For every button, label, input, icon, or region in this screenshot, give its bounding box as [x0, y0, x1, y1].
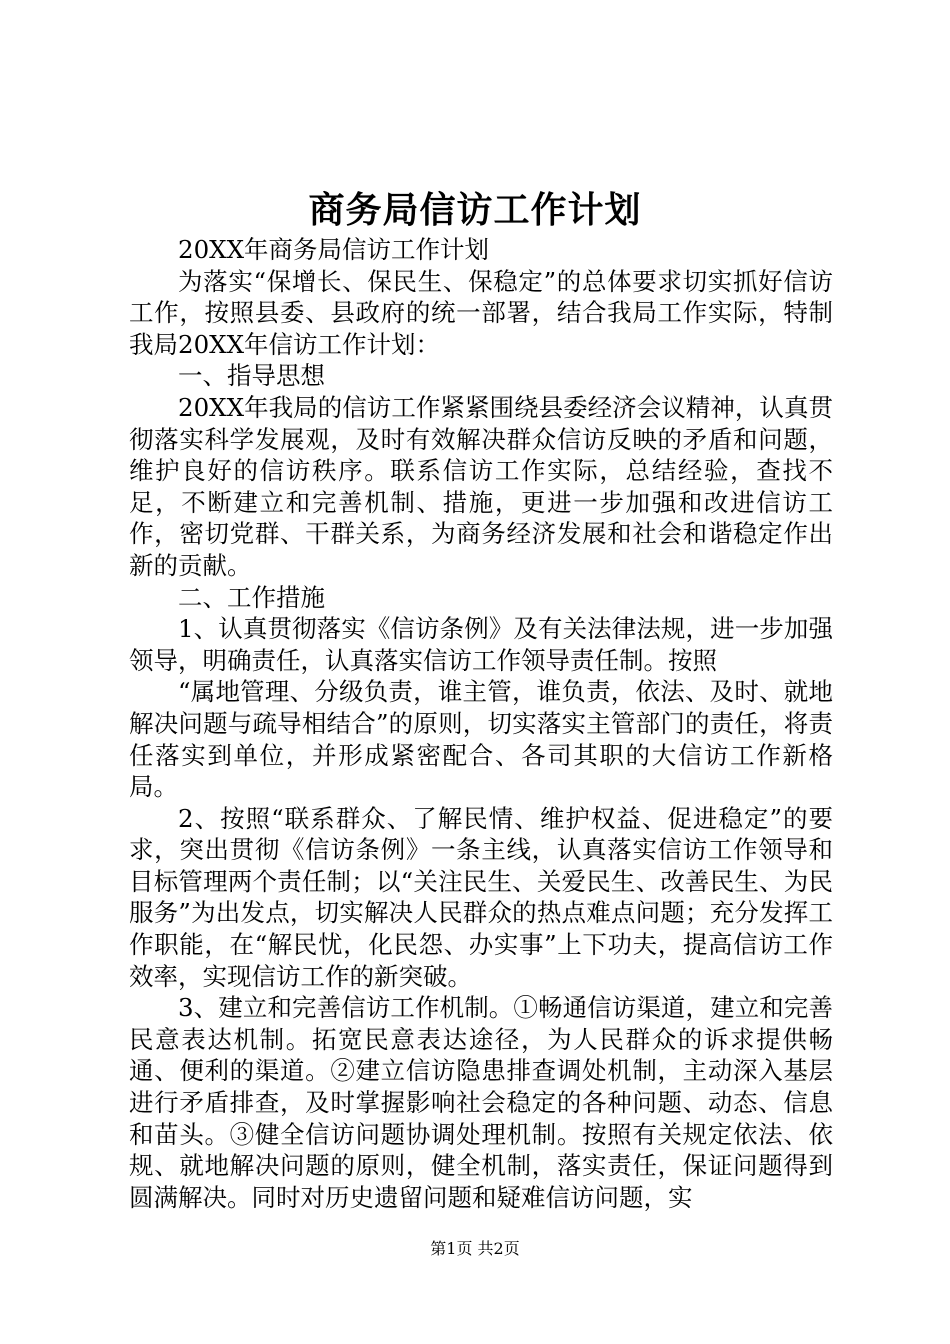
page-number-footer: 第1页 共2页	[430, 1239, 520, 1258]
paragraph-guiding-thought: 20XX年我局的信访工作紧紧围绕县委经济会议精神，认真贯彻落实科学发展观，及时有效解决群众信访反映的矛盾和问题，维护良好的信访秩序。联系信访工作实际，总结经验，查找不足，不断建立和完善机制、措施，更进一步加强和改进信访工作，密切党群、干群关系，为商务经济发展和社会和谐稳定作出新的贡献。	[129, 392, 833, 580]
document-body	[129, 234, 833, 1213]
paragraph-measure-2: 2、按照“联系群众、了解民情、维护权益、促进稳定”的要求，突出贯彻《信访条例》一条主线，认真落实信访工作领导和目标管理两个责任制；以“关注民生、关爱民生、改善民生、为民服务”为出发点，切实解决人民群众的热点难点问题；充分发挥工作职能，在“解民忧，化民怨、办实事”上下功夫，提高信访工作效率，实现信访工作的新突破。	[129, 803, 833, 991]
section-heading-work-measures: 二、工作措施	[178, 582, 325, 612]
paragraph-measure-1-continued: “属地管理、分级负责，谁主管，谁负责，依法、及时、就地解决问题与疏导相结合”的原则，切实落实主管部门的责任，将责任落实到单位，并形成紧密配合、各司其职的大信访工作新格局。	[129, 677, 833, 802]
paragraph-measure-1: 1、认真贯彻落实《信访条例》及有关法律法规，进一步加强领导，明确责任，认真落实信访工作领导责任制。按照	[129, 614, 833, 675]
paragraph-plan-name: 20XX年商务局信访工作计划	[178, 235, 490, 264]
document-title: 商务局信访工作计划	[308, 189, 642, 231]
paragraph-intro: 为落实“保增长、保民生、保稳定”的总体要求切实抓好信访工作，按照县委、县政府的统一部署，结合我局工作实际，特制我局20XX年信访工作计划：	[129, 266, 833, 359]
section-heading-guiding-thought: 一、指导思想	[178, 361, 325, 391]
paragraph-measure-3: 3、建立和完善信访工作机制。①畅通信访渠道，建立和完善民意表达机制。拓宽民意表达途径，为人民群众的诉求提供畅通、便利的渠道。②建立信访隐患排查调处机制，主动深入基层进行矛盾排查，及时掌握影响社会稳定的各种问题、动态、信息和苗头。③健全信访问题协调处理机制。按照有关规定依法、依规、就地解决问题的原则，健全机制，落实责任，保证问题得到圆满解决。同时对历史遗留问题和疑难信访问题，实	[129, 993, 833, 1212]
